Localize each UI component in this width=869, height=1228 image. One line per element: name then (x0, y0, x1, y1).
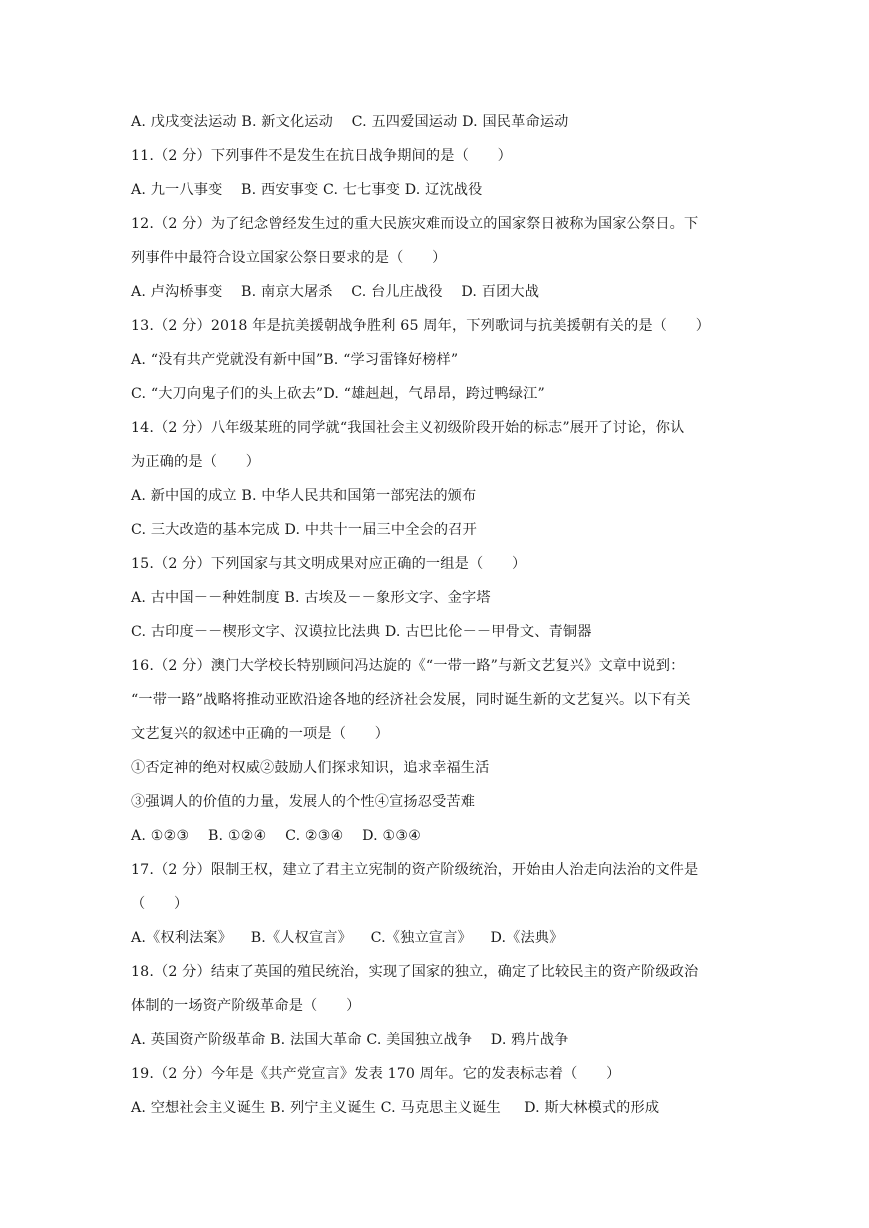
q17-stem-line-1: 17.（2 分）限制王权，建立了君主立宪制的资产阶级统治，开始由人治走向法治的文件是 (131, 862, 699, 878)
q16-stem-line-2: “一带一路”战略将推动亚欧沿途各地的经济社会发展，同时诞生新的文艺复兴。以下有关 (131, 692, 691, 708)
q16-statements-1: ①否定神的绝对权威②鼓励人们探求知识，追求幸福生活 (131, 760, 490, 776)
q14-options-ab: A. 新中国的成立 B. 中华人民共和国第一部宪法的颁布 (131, 488, 477, 504)
q11-options: A. 九一八事变 B. 西安事变 C. 七七事变 D. 辽沈战役 (131, 182, 483, 198)
q15-options-cd: C. 古印度－－楔形文字、汉谟拉比法典 D. 古巴比伦－－甲骨文、青铜器 (131, 624, 592, 640)
q10-options: A. 戊戌变法运动 B. 新文化运动 C. 五四爱国运动 D. 国民革命运动 (131, 114, 569, 130)
q13-options-cd: C. “大刀向鬼子们的头上砍去”D. “雄赳赳，气昂昂，跨过鸭绿江” (131, 386, 545, 402)
q15-options-ab: A. 古中国－－种姓制度 B. 古埃及－－象形文字、金字塔 (131, 590, 491, 606)
q16-statements-2: ③强调人的价值的力量，发展人的个性④宣扬忍受苦难 (131, 794, 476, 810)
q12-options: A. 卢沟桥事变 B. 南京大屠杀 C. 台儿庄战役 D. 百团大战 (131, 284, 540, 300)
q14-stem-line-1: 14.（2 分）八年级某班的同学就“我国社会主义初级阶段开始的标志”展开了讨论，你认 (131, 420, 685, 436)
q12-stem-line-1: 12.（2 分）为了纪念曾经发生过的重大民族灾难而设立的国家祭日被称为国家公祭日。下 (131, 216, 699, 232)
q19-stem: 19.（2 分）今年是《共产党宣言》发表 170 周年。它的发表标志着（ ） (131, 1066, 621, 1082)
q13-stem: 13.（2 分）2018 年是抗美援朝战争胜利 65 周年，下列歌词与抗美援朝有关的是（ ） (131, 318, 711, 334)
q16-stem-line-3: 文艺复兴的叙述中正确的一项是（ ） (131, 726, 390, 742)
q19-options: A. 空想社会主义诞生 B. 列宁主义诞生 C. 马克思主义诞生 D. 斯大林模式的形成 (131, 1100, 660, 1116)
q16-stem-line-1: 16.（2 分）澳门大学校长特别顾问冯达旋的《“一带一路”与新文艺复兴》文章中说到： (131, 658, 685, 674)
q13-options-ab: A. “没有共产党就没有新中国”B. “学习雷锋好榜样” (131, 352, 459, 368)
q16-options: A. ①②③ B. ①②④ C. ②③④ D. ①③④ (131, 828, 422, 844)
q14-options-cd: C. 三大改造的基本完成 D. 中共十一届三中全会的召开 (131, 522, 477, 538)
q15-stem: 15.（2 分）下列国家与其文明成果对应正确的一组是（ ） (131, 556, 527, 572)
q12-stem-line-2: 列事件中最符合设立国家公祭日要求的是（ ） (131, 250, 447, 266)
q17-stem-line-2: （ ） (131, 896, 189, 912)
q18-stem-line-1: 18.（2 分）结束了英国的殖民统治，实现了国家的独立，确定了比较民主的资产阶级政治 (131, 964, 699, 980)
q18-stem-line-2: 体制的一场资产阶级革命是（ ） (131, 998, 361, 1014)
q11-stem: 11.（2 分）下列事件不是发生在抗日战争期间的是（ ） (131, 148, 512, 164)
q14-stem-line-2: 为正确的是（ ） (131, 454, 261, 470)
q18-options: A. 英国资产阶级革命 B. 法国大革命 C. 美国独立战争 D. 鸦片战争 (131, 1032, 569, 1048)
q17-options: A.《权利法案》 B.《人权宣言》 C.《独立宣言》 D.《法典》 (131, 930, 564, 946)
